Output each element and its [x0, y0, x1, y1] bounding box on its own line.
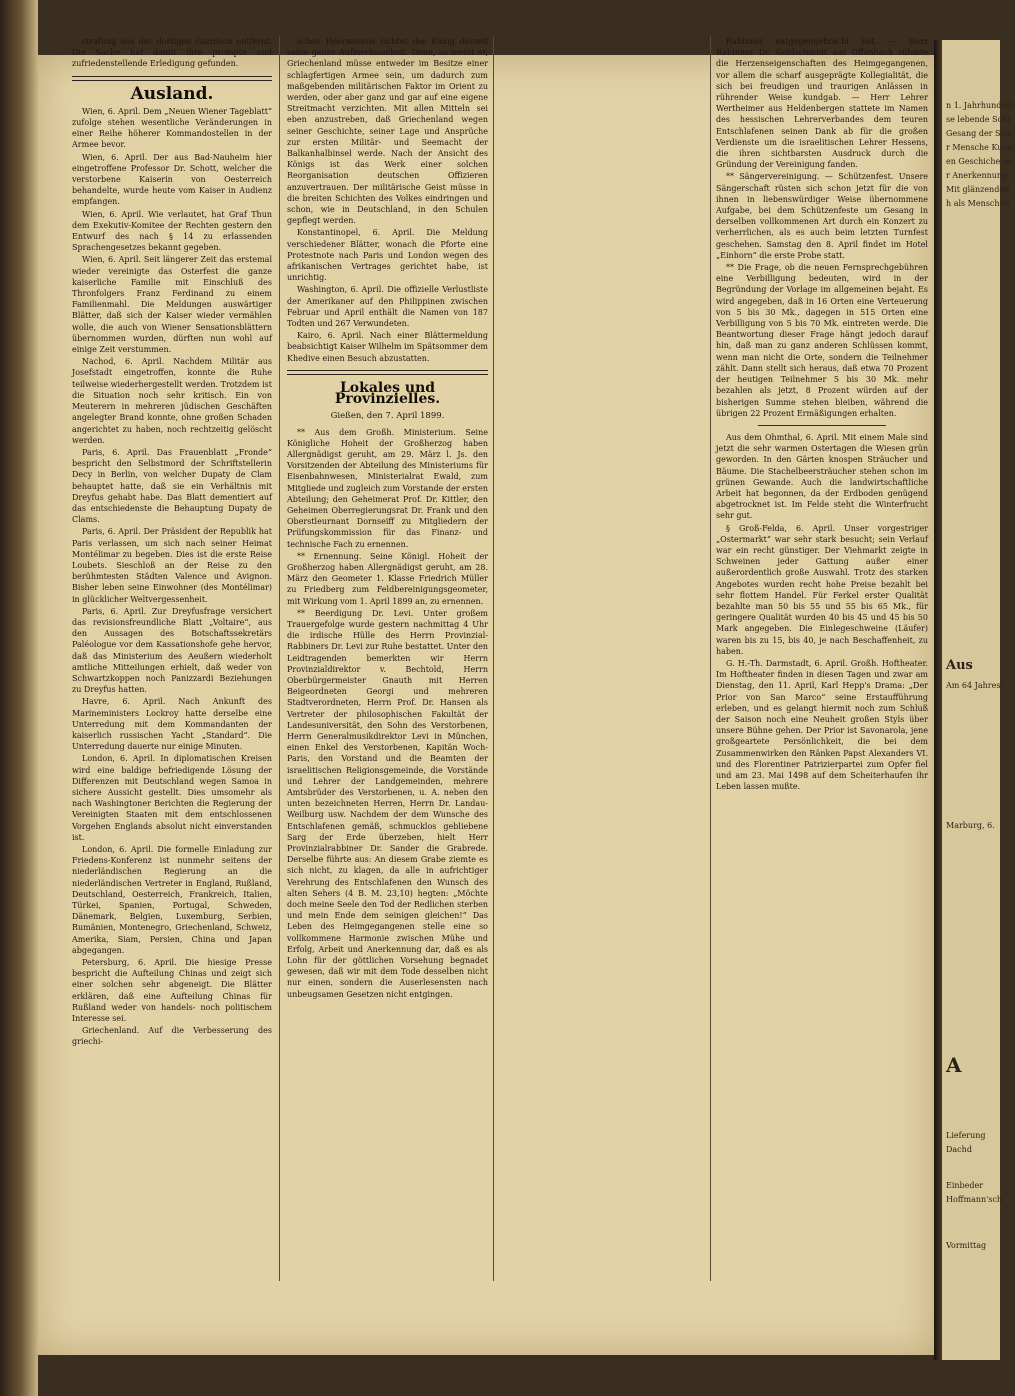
article: Konstantinopel, 6. April. Die Meldung verschiedener Blätter, wonach die Pforte eine Protestnote nach Paris und London wegen des afrikanischen Vertrages gerichtet habe, ist unrichtig.: [287, 228, 488, 283]
fragment-heading: A: [946, 1053, 962, 1077]
book-binding-left: [0, 0, 38, 1396]
fragment-text: Am 64 Jahrest: [946, 681, 1004, 690]
article: Rabbiner entgegengebracht hat. — Herr Rabbiner Dr. Goldschmidt aus Offenbach rühmte die Herzenseigenschaften des Heimgegangenen, vor allem die scharf ausgeprägte Kollegialität, die sich bei freudigen und traurigen Anlässen in rührender Weise kundgab. — Herr Lehrer Wertheimer aus Heldenbergen stattete im Namen des hessischen Lehrerverbandes dem teuren Entschlafenen seinen Dank ab für die großen Verdienste um die israelitischen Lehrer Hessens, die ihren sichtbarsten Ausdruck durch die Gründung der Vereinigung fanden.: [716, 37, 928, 170]
article: Wien, 6. April. Seit längerer Zeit das erstemal wieder vereinigte das Osterfest die ganze kaiserliche Familie mit Einschluß des Thronfolgers Franz Ferdinand zu einem Familienmahl. Die Meldungen auswärtiger Blätter, daß sich der Kaiser wieder vermählen wolle, die auch von Wiener Sensationsblättern übernommen wurden, dürften nun wohl auf einige Zeit verstummen.: [72, 255, 272, 355]
article: Aus dem Ohmthal, 6. April. Mit einem Male sind jetzt die sehr warmen Ostertagen die Wiesen grün geworden. In den Gärten knospen Sträucher und Bäume. Die Stachelbeersträucher stehen schon im grünen Gewande. Auch die landwirtschaftliche Arbeit hat begonnen, da der Erdboden genügend abgetrocknet ist. Im Felde steht die Winterfrucht sehr gut.: [716, 432, 928, 521]
section-divider: [72, 76, 272, 81]
fragment-text: se lebende Schr: [946, 115, 1012, 124]
fragment-text: r Anerkennung: [946, 171, 1008, 180]
section-heading-ausland: Ausland.: [130, 83, 214, 104]
column-rule: [710, 36, 711, 1281]
article: schen Heerwesens richtet der König derzeit seine ganze Aufmerksamkeit. Denn, so meint er, Griechenland müsse entweder im Besitze einer schlagfertigen Armee sein, um dadurch zum maßgebenden militärischen Faktor im Orient zu werden, oder aber ganz und gar auf eine eigene Streitmacht verzichten. Mit allen Mitteln sei eben anzustreben, daß Griechenland wegen seiner Geschichte, seiner Lage und Ansprüche zur ersten Militär- und Seemacht der Balkanhalbinsel werde. Nach der Ansicht des Königs ist das Werk einer solchen Reorganisation deutschen Offizieren anzuvertrauen. Der militärische Geist müsse in die breiten Schichten des Volkes eindringen und schon, wie in Deutschland, in den Schulen gepflegt werden.: [287, 37, 488, 226]
page-gutter: [934, 40, 942, 1360]
article: § Groß-Felda, 6. April. Unser vorgestriger „Ostermarkt“ war sehr stark besucht; sein Verlauf war ein recht günstiger. Der Viehmarkt zeigte in Schweinen jeder Gattung außer einer außerordentlich große Auswahl. Trotz des starken Angebotes wurden recht hohe Preise bezahlt bei sehr flottem Handel. Für Ferkel erster Qualität bezahlte man 50 bis 55 und 55 bis 65 Mk., für geringere Qualität wurden 40 bis 45 und 45 bis 50 Mark angegeben. Die Einlegeschweine (Läufer) waren bis zu 15, bis 40, je nach Beschaffenheit, zu haben.: [716, 523, 928, 656]
fragment-text: Einbeder: [946, 1181, 984, 1190]
article: ** Die Frage, ob die neuen Fernsprechgebühren eine Verbilligung bedeuten, wird in der Begründung der Vorlage im allgemeinen bejaht. Es wird angegeben, daß in 16 Orten eine Verteuerung von 5 bis 30 Mk., dagegen in 515 Orten eine Verbilligung von 5 bis 70 Mk. eintreten werde. Die Beantwortung dieser Frage hängt jedoch darauf hin, daß man zu ganz anderen Schlüssen kommt, wenn man nicht die Orte, sondern die Teilnehmer zählt. Dann stellt sich heraus, daß etwa 70 Prozent der heutigen Teilnehmer 5 bis 30 Mk. mehr bezahlen als jetzt, 8 Prozent würden auf der bisherigen Summe stehen bleiben, während die übrigen 22 Prozent Ermäßigungen erhalten.: [716, 263, 928, 418]
fragment-text: Gesang der Sen: [946, 129, 1011, 138]
column-1: [72, 36, 272, 1286]
article: G. H.-Th. Darmstadt, 6. April. Großh. Hoftheater. Im Hoftheater finden in diesen Tagen und zwar am Dienstag, den 11. April, Karl Hepp's Drama: „Der Prior von San Marco“ seine Erstaufführung erleben, und es gelangt hiermit noch zum Schluß der Saison noch eine Neuheit großen Styls über unsere Bühne gehen. Der Prior ist Savonarola, jene großgeartete Persönlichkeit, die bei dem Zusammenwirken den Ränken Papst Alexanders VI. und des Florentiner Patrizierpartei zum Opfer fiel und am 23. Mai 1498 auf dem Scheiterhaufen ihr Leben lassen mußte.: [716, 658, 928, 792]
fragment-text: r Mensche Kunst: [946, 143, 1015, 152]
fragment-text: Hoffmann'sch: [946, 1195, 1003, 1204]
article: London, 6. April. Die formelle Einladung zur Friedens-Konferenz ist nunmehr seitens der niederländischen Regierung an die niederländischen Vertreter in England, Rußland, Deutschland, Oesterreich, Frankreich, Italien, Türkei, Spanien, Portugal, Schweden, Dänemark, Belgien, Luxemburg, Serbien, Rumänien, Montenegro, Griechenland, Schweiz, Amerika, Siam, Persien, China und Japan abgegangen.: [72, 845, 272, 955]
article: ** Beerdigung Dr. Levi. Unter großem Trauergefolge wurde gestern nachmittag 4 Uhr die irdische Hülle des Herrn Provinzial-Rabbiners Dr. Levi zur Ruhe bestattet. Unter den Leidtragenden bemerkten wir Herrn Provinzialdirektor v. Bechtold, Herrn Oberbürgermeister Gnauth mit Herren Beigeordneten Georgi und mehreren Stadtverordneten, Herrn Prof. Dr. Hansen als Vertreter der philosophischen Fakultät der Landesuniversität, den Sohn des Verstorbenen, Herrn Generalmusikdirektor Levi in München, einen Enkel des Verstorbenen, Kapitän Woch-Paris, den Vorstand und die Beamten der israelitischen Religionsgemeinde, die Vorstände und Lehrer der Landgemeinden, mehrere Amtsbrüder des Verstorbenen, u. A. neben den unten bezeichneten Herren, Herrn Dr. Landau-Weilburg usw. Nachdem der dem Wunsche des Entschlafenen gemäß, schmucklos gebliebene Sarg der Erde überzeben, hielt Herr Provinzialrabbiner Dr. Sander die Grabrede. Derselbe führte aus: An diesem Grabe ziemte es sich nicht, zu klagen, da alle in aufrichtiger Verehrung des Entschlafenen den Wunsch des alten Sehers (4 B. M. 23,10) hegten: „Möchte doch meine Seele den Tod der Redlichen sterben und mein Ende dem seinigen gleichen!“ Das Leben des Heimgegangenen stelle eine so vollkommene Harmonie zwischen Mühe und Erfolg, Arbeit und Anerkennung dar, daß es als Lohn für der göttlichen Vorsehung begnadet gewesen, daß wir mit dem Tode desselben nicht nur einen, sondern die Auserlesensten nach unbeugsamen Gesetzen nicht entgingen.: [287, 608, 488, 999]
article: Havre, 6. April. Nach Ankunft des Marineministers Lockroy hatte derselbe eine Unterredung mit dem Kommandanten der kaiserlich russischen Yacht „Standard“. Die Unterredung dauerte nur einige Minuten.: [72, 697, 272, 752]
article-divider: [758, 425, 885, 426]
dateline: Gießen, den 7. April 1899.: [330, 411, 445, 422]
article: Wien, 6. April. Wie verlautet, hat Graf Thun dem Exekutiv-Komitee der Rechten gestern den Entwurf des nach § 14 zu erlassenden Sprachengesetzes bekannt gegeben.: [72, 209, 272, 253]
article: Kairo, 6. April. Nach einer Blättermeldung beabsichtigt Kaiser Wilhelm im Spätsommer dem Khedive einen Besuch abzustatten.: [287, 331, 488, 363]
fragment-text: Vormittag: [946, 1241, 987, 1250]
article: Nachod, 6. April. Nachdem Militär aus Josefstadt eingetroffen, konnte die Ruhe teilweise wiederhergestellt werden. Trotzdem ist die Situation noch sehr kritisch. Ein von Meuterern in mehreren jüdischen Geschäften angelegter Brand konnte, ohne großen Schaden angerichtet zu haben, noch rechtzeitig gelöscht werden.: [72, 357, 272, 445]
article: Griechenland. Auf die Verbesserung des griechi-: [72, 1026, 272, 1047]
fragment-text: Marburg, 6.: [946, 821, 995, 830]
article: Washington, 6. April. Die offizielle Verlustliste der Amerikaner auf den Philippinen zwischen Februar und April enthält die Namen von 187 Todten und 267 Verwundeten.: [287, 285, 488, 329]
article: Paris, 6. April. Zur Dreyfusfrage versichert das revisionsfreundliche Blatt „Voltaire“, aus den Aussagen des Botschaftssekretärs Paléologue vor dem Kassationshofe gehe hervor, daß das Ministerium des Aeußern wiederholt amtliche Mitteilungen erhielt, daß weder von Schwartzkoppen noch Panizzardi Beziehungen zu Dreyfus hatten.: [72, 606, 272, 695]
fragment-text: en Geschiche so: [946, 157, 1012, 166]
column-rule: [493, 36, 494, 1281]
article: ** Aus dem Großh. Ministerium. Seine Königliche Hoheit der Großherzog haben Allergnädigst geruht, am 29. März l. Js. den Vorsitzenden der Abteilung des Ministeriums für Eisenbahnwesen, Ministerialrat Ewald, zum Mitgliede und zugleich zum Vorstande der ersten Abteilung; den Geheimerat Prof. Dr. Kittler, den Geheimen Oberregierungsrat Dr. Frank und den Oberstleurnant Dornseiff zu Mitgliedern der Prüfungskommission für das Finanz- und technische Fach zu ernennen.: [287, 427, 488, 549]
article: Wien, 6. April. Dem „Neuen Wiener Tageblatt“ zufolge stehen wesentliche Veränderungen in einer Reihe höherer Kommandostellen in der Armee bevor.: [72, 106, 272, 150]
fragment-text: Mit glänzenden: [946, 185, 1010, 194]
article: Paris, 6. April. Das Frauenblatt „Fronde“ bespricht den Selbstmord der Schriftstellerin Decy in Berlin, von welcher Dupaty de Clam behauptet hatte, daß sie ein Verhältnis mit Dreyfus gehabt habe. Das Blatt dementiert auf das entschiedenste die Behauptung Dupaty de Clams.: [72, 447, 272, 525]
column-middle: [500, 36, 703, 1286]
column-2: [287, 36, 488, 1286]
column1-top-text: strafung aus der dortigen Garnison entfernt. Die Sache hat damit ihre prompte und zufriedenstellende Erledigung gefunden.: [72, 37, 272, 69]
fragment-text: n 1. Jahrhundert: [946, 101, 1014, 110]
article: Petersburg, 6. April. Die hiesige Presse bespricht die Aufteilung Chinas und zeigt sich einer solchen sehr abgeneigt. Die Blätter erklären, daß eine Aufteilung Chinas für Rußland weder von handels- noch politischem Interesse sei.: [72, 958, 272, 1024]
article: Paris, 6. April. Der Präsident der Republik hat Paris verlassen, um sich nach seiner Heimat Montélimar zu begeben. Dies ist die erste Reise Loubets. Sieschloß an der Reise zu den berühmtesten Städten Valence und Avignon. Bisher leben seine Einwohner (des Montélimar) in glücklicher Weltvergessenheit.: [72, 527, 272, 604]
section-heading-lokales: Lokales und Provinzielles.: [334, 379, 441, 408]
article: ** Ernennung. Seine Königl. Hoheit der Großherzog haben Allergnädigst geruht, am 28. März den Geometer 1. Klasse Friedrich Müller zu Friedberg zum Feldbereinigungsgeometer, mit Wirkung vom 1. April 1899 an, zu ernennen.: [287, 551, 488, 606]
column-3: [716, 36, 928, 1286]
adjacent-page-edge: [934, 40, 1015, 1360]
column-rule: [279, 36, 280, 1281]
fragment-heading: Aus: [946, 658, 973, 673]
article: London, 6. April. In diplomatischen Kreisen wird eine baldige befriedigende Lösung der Differenzen mit Deutschland wegen Samoa in sichere Aussicht gestellt. Dies umsomehr als nach Washingtoner Berichten die Regierung der Vereinigten Staaten mit dem entschlossenen Vorgehen Englands absolut nicht einverstanden ist.: [72, 754, 272, 842]
fragment-text: Dachd: [946, 1145, 972, 1154]
article: ** Sängervereinigung. — Schützenfest. Unsere Sängerschaft rüsten sich schon jetzt für die von ihnen in liebenswürdiger Weise übernommene Aufgabe, bei dem Schützenfeste um Gesang in derselben vollkommenen Art durch ein Konzert zu verherrlichen, als es auch beim letzten Turnfest geschehen. Samstag den 8. April findet im Hotel „Einhorn“ die erste Probe statt.: [716, 172, 928, 260]
article: Wien, 6. April. Der aus Bad-Nauheim hier eingetroffene Professor Dr. Schott, welcher die verstorbene Kaiserin von Oesterreich behandelte, wurde heute vom Kaiser in Audienz empfangen.: [72, 152, 272, 207]
fragment-text: Lieferung: [946, 1131, 986, 1140]
section-divider: [287, 370, 488, 375]
fragment-text: h als Menschen: [946, 199, 1010, 208]
